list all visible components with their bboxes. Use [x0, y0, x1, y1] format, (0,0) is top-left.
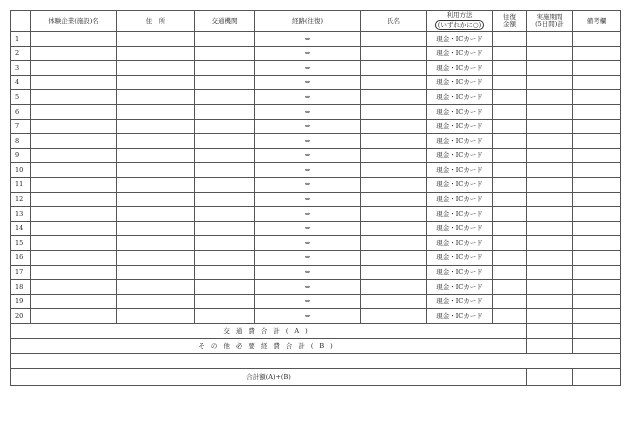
header-address: 住 所	[117, 11, 195, 32]
row-address-cell[interactable]	[117, 148, 195, 163]
row-number-cell: 8	[11, 134, 31, 149]
row-number-cell: 11	[11, 177, 31, 192]
row-name-cell[interactable]	[361, 32, 427, 47]
table-row	[11, 192, 621, 207]
row-remarks-cell[interactable]	[573, 309, 621, 324]
row-transport-cell[interactable]	[195, 134, 255, 149]
row-name-cell[interactable]	[361, 250, 427, 265]
other-total-remarks[interactable]	[573, 338, 621, 353]
table-row	[11, 119, 621, 134]
row-remarks-cell[interactable]	[573, 90, 621, 105]
row-fare-cell[interactable]	[493, 119, 527, 134]
header-row	[11, 11, 621, 32]
header-period-line2: (5日間)計	[535, 20, 564, 28]
row-transport-cell[interactable]	[195, 265, 255, 280]
table-row	[11, 221, 621, 236]
row-company-cell[interactable]	[31, 32, 117, 47]
row-route-cell[interactable]: ⇔	[255, 119, 361, 134]
row-company-cell[interactable]	[31, 90, 117, 105]
row-fare-cell[interactable]	[493, 163, 527, 178]
row-transport-cell[interactable]	[195, 221, 255, 236]
row-fare-cell[interactable]	[493, 177, 527, 192]
row-remarks-cell[interactable]	[573, 61, 621, 76]
row-period-cell[interactable]	[527, 309, 573, 324]
row-transport-cell[interactable]	[195, 207, 255, 222]
row-name-cell[interactable]	[361, 192, 427, 207]
row-fare-cell[interactable]	[493, 192, 527, 207]
table-row	[11, 61, 621, 76]
row-fare-cell[interactable]	[493, 236, 527, 251]
row-fare-cell[interactable]	[493, 265, 527, 280]
row-period-cell[interactable]	[527, 134, 573, 149]
row-company-cell[interactable]	[31, 119, 117, 134]
row-address-cell[interactable]	[117, 177, 195, 192]
grand-total-row	[11, 368, 621, 385]
row-route-cell[interactable]: ⇔	[255, 104, 361, 119]
row-company-cell[interactable]	[31, 294, 117, 309]
row-address-cell[interactable]	[117, 90, 195, 105]
header-name: 氏名	[361, 11, 427, 32]
row-name-cell[interactable]	[361, 236, 427, 251]
table-row	[11, 177, 621, 192]
row-name-cell[interactable]	[361, 294, 427, 309]
row-method-cell[interactable]: 現金・ICカード	[427, 32, 493, 47]
row-company-cell[interactable]	[31, 61, 117, 76]
row-fare-cell[interactable]	[493, 207, 527, 222]
row-remarks-cell[interactable]	[573, 207, 621, 222]
row-remarks-cell[interactable]	[573, 221, 621, 236]
row-period-cell[interactable]	[527, 294, 573, 309]
row-address-cell[interactable]	[117, 61, 195, 76]
row-route-cell[interactable]: ⇔	[255, 75, 361, 90]
row-period-cell[interactable]	[527, 265, 573, 280]
table-row	[11, 104, 621, 119]
header-number	[11, 11, 31, 32]
row-address-cell[interactable]	[117, 280, 195, 295]
row-route-cell[interactable]: ⇔	[255, 309, 361, 324]
row-route-cell[interactable]: ⇔	[255, 163, 361, 178]
row-method-cell[interactable]: 現金・ICカード	[427, 90, 493, 105]
row-company-cell[interactable]	[31, 46, 117, 61]
row-name-cell[interactable]	[361, 119, 427, 134]
row-number-cell: 18	[11, 280, 31, 295]
row-route-cell[interactable]: ⇔	[255, 90, 361, 105]
row-remarks-cell[interactable]	[573, 134, 621, 149]
row-transport-cell[interactable]	[195, 75, 255, 90]
row-period-cell[interactable]	[527, 32, 573, 47]
row-method-cell[interactable]: 現金・ICカード	[427, 221, 493, 236]
row-name-cell[interactable]	[361, 90, 427, 105]
table-row	[11, 32, 621, 47]
row-route-cell[interactable]: ⇔	[255, 221, 361, 236]
row-transport-cell[interactable]	[195, 294, 255, 309]
row-transport-cell[interactable]	[195, 236, 255, 251]
row-method-cell[interactable]: 現金・ICカード	[427, 119, 493, 134]
row-company-cell[interactable]	[31, 221, 117, 236]
row-number-cell: 16	[11, 250, 31, 265]
row-transport-cell[interactable]	[195, 46, 255, 61]
row-period-cell[interactable]	[527, 221, 573, 236]
row-company-cell[interactable]	[31, 280, 117, 295]
row-company-cell[interactable]	[31, 250, 117, 265]
row-address-cell[interactable]	[117, 75, 195, 90]
other-total-label: その他必要経費合計(B)	[11, 338, 527, 353]
row-company-cell[interactable]	[31, 163, 117, 178]
row-period-cell[interactable]	[527, 119, 573, 134]
table-row	[11, 46, 621, 61]
row-transport-cell[interactable]	[195, 148, 255, 163]
row-remarks-cell[interactable]	[573, 265, 621, 280]
row-number-cell: 7	[11, 119, 31, 134]
row-number-cell: 9	[11, 148, 31, 163]
row-route-cell[interactable]: ⇔	[255, 294, 361, 309]
row-period-cell[interactable]	[527, 61, 573, 76]
header-period-line1: 実施期間	[536, 12, 563, 21]
row-route-cell[interactable]: ⇔	[255, 236, 361, 251]
expense-table	[10, 10, 621, 386]
table-body	[11, 32, 621, 386]
row-name-cell[interactable]	[361, 75, 427, 90]
row-name-cell[interactable]	[361, 46, 427, 61]
row-company-cell[interactable]	[31, 265, 117, 280]
row-method-cell[interactable]: 現金・ICカード	[427, 134, 493, 149]
table-row	[11, 75, 621, 90]
row-method-cell[interactable]: 現金・ICカード	[427, 309, 493, 324]
row-transport-cell[interactable]	[195, 61, 255, 76]
row-route-cell[interactable]: ⇔	[255, 46, 361, 61]
row-method-cell[interactable]: 現金・ICカード	[427, 192, 493, 207]
row-name-cell[interactable]	[361, 177, 427, 192]
table-row	[11, 250, 621, 265]
row-route-cell[interactable]: ⇔	[255, 265, 361, 280]
row-name-cell[interactable]	[361, 221, 427, 236]
row-address-cell[interactable]	[117, 163, 195, 178]
row-remarks-cell[interactable]	[573, 104, 621, 119]
row-fare-cell[interactable]	[493, 280, 527, 295]
row-address-cell[interactable]	[117, 309, 195, 324]
row-route-cell[interactable]: ⇔	[255, 207, 361, 222]
row-name-cell[interactable]	[361, 134, 427, 149]
row-address-cell[interactable]	[117, 46, 195, 61]
table-row	[11, 148, 621, 163]
row-address-cell[interactable]	[117, 134, 195, 149]
header-fare-line2: 金額	[503, 20, 516, 28]
row-method-cell[interactable]: 現金・ICカード	[427, 75, 493, 90]
row-period-cell[interactable]	[527, 192, 573, 207]
row-number-cell: 19	[11, 294, 31, 309]
row-method-cell[interactable]: 現金・ICカード	[427, 104, 493, 119]
row-method-cell[interactable]: 現金・ICカード	[427, 207, 493, 222]
transport-total-label: 交通費合計(A)	[11, 323, 527, 338]
blank-cell	[11, 353, 621, 368]
header-method-line1: 利用方法	[446, 11, 473, 20]
header-fare-line1: 往復	[503, 12, 516, 21]
row-route-cell[interactable]: ⇔	[255, 61, 361, 76]
blank-row	[11, 353, 621, 368]
row-number-cell: 6	[11, 104, 31, 119]
row-address-cell[interactable]	[117, 221, 195, 236]
row-remarks-cell[interactable]	[573, 280, 621, 295]
row-transport-cell[interactable]	[195, 250, 255, 265]
row-remarks-cell[interactable]	[573, 75, 621, 90]
row-transport-cell[interactable]	[195, 163, 255, 178]
row-method-cell[interactable]: 現金・ICカード	[427, 265, 493, 280]
row-route-cell[interactable]: ⇔	[255, 32, 361, 47]
transport-total-row	[11, 323, 621, 338]
row-number-cell: 2	[11, 46, 31, 61]
grand-total-remarks[interactable]	[573, 368, 621, 385]
row-number-cell: 12	[11, 192, 31, 207]
row-period-cell[interactable]	[527, 207, 573, 222]
row-route-cell[interactable]: ⇔	[255, 134, 361, 149]
row-address-cell[interactable]	[117, 104, 195, 119]
header-company: 体験企業(施設)名	[31, 11, 117, 32]
row-number-cell: 13	[11, 207, 31, 222]
row-route-cell[interactable]: ⇔	[255, 250, 361, 265]
table-row	[11, 163, 621, 178]
row-transport-cell[interactable]	[195, 177, 255, 192]
row-method-cell[interactable]: 現金・ICカード	[427, 163, 493, 178]
row-period-cell[interactable]	[527, 236, 573, 251]
header-route: 経路(往復)	[255, 11, 361, 32]
row-company-cell[interactable]	[31, 148, 117, 163]
header-transport: 交通機関	[195, 11, 255, 32]
table-row	[11, 90, 621, 105]
row-company-cell[interactable]	[31, 177, 117, 192]
row-name-cell[interactable]	[361, 104, 427, 119]
row-name-cell[interactable]	[361, 265, 427, 280]
other-total-amount[interactable]	[527, 338, 573, 353]
grand-total-label: 合計額(A)+(B)	[11, 368, 527, 385]
row-fare-cell[interactable]	[493, 294, 527, 309]
row-remarks-cell[interactable]	[573, 46, 621, 61]
row-company-cell[interactable]	[31, 134, 117, 149]
row-period-cell[interactable]	[527, 280, 573, 295]
table-row	[11, 207, 621, 222]
row-number-cell: 10	[11, 163, 31, 178]
row-address-cell[interactable]	[117, 32, 195, 47]
row-company-cell[interactable]	[31, 192, 117, 207]
row-transport-cell[interactable]	[195, 192, 255, 207]
row-name-cell[interactable]	[361, 148, 427, 163]
row-remarks-cell[interactable]	[573, 294, 621, 309]
row-transport-cell[interactable]	[195, 104, 255, 119]
transport-total-remarks[interactable]	[573, 323, 621, 338]
row-number-cell: 3	[11, 61, 31, 76]
row-transport-cell[interactable]	[195, 32, 255, 47]
row-period-cell[interactable]	[527, 250, 573, 265]
row-period-cell[interactable]	[527, 90, 573, 105]
row-number-cell: 20	[11, 309, 31, 324]
row-address-cell[interactable]	[117, 265, 195, 280]
row-address-cell[interactable]	[117, 250, 195, 265]
row-remarks-cell[interactable]	[573, 192, 621, 207]
header-remarks: 備考欄	[573, 11, 621, 32]
row-remarks-cell[interactable]	[573, 32, 621, 47]
row-name-cell[interactable]	[361, 280, 427, 295]
row-fare-cell[interactable]	[493, 250, 527, 265]
row-period-cell[interactable]	[527, 148, 573, 163]
transport-total-amount[interactable]	[527, 323, 573, 338]
row-company-cell[interactable]	[31, 75, 117, 90]
row-method-cell[interactable]: 現金・ICカード	[427, 61, 493, 76]
header-method-line2: (いずれかに○)	[435, 20, 484, 30]
row-name-cell[interactable]	[361, 61, 427, 76]
row-fare-cell[interactable]	[493, 90, 527, 105]
row-remarks-cell[interactable]	[573, 177, 621, 192]
row-transport-cell[interactable]	[195, 280, 255, 295]
row-fare-cell[interactable]	[493, 61, 527, 76]
row-name-cell[interactable]	[361, 207, 427, 222]
row-number-cell: 17	[11, 265, 31, 280]
row-method-cell[interactable]: 現金・ICカード	[427, 177, 493, 192]
row-period-cell[interactable]	[527, 177, 573, 192]
row-fare-cell[interactable]	[493, 32, 527, 47]
row-method-cell[interactable]: 現金・ICカード	[427, 236, 493, 251]
row-number-cell: 4	[11, 75, 31, 90]
row-company-cell[interactable]	[31, 207, 117, 222]
row-remarks-cell[interactable]	[573, 163, 621, 178]
row-route-cell[interactable]: ⇔	[255, 280, 361, 295]
grand-total-amount[interactable]	[527, 368, 573, 385]
row-fare-cell[interactable]	[493, 75, 527, 90]
row-fare-cell[interactable]	[493, 148, 527, 163]
table-row	[11, 280, 621, 295]
row-route-cell[interactable]: ⇔	[255, 148, 361, 163]
row-company-cell[interactable]	[31, 309, 117, 324]
row-company-cell[interactable]	[31, 104, 117, 119]
row-period-cell[interactable]	[527, 75, 573, 90]
row-method-cell[interactable]: 現金・ICカード	[427, 46, 493, 61]
row-remarks-cell[interactable]	[573, 148, 621, 163]
other-total-row	[11, 338, 621, 353]
row-period-cell[interactable]	[527, 163, 573, 178]
row-number-cell: 5	[11, 90, 31, 105]
row-method-cell[interactable]: 現金・ICカード	[427, 148, 493, 163]
row-method-cell[interactable]: 現金・ICカード	[427, 250, 493, 265]
row-fare-cell[interactable]	[493, 134, 527, 149]
row-fare-cell[interactable]	[493, 104, 527, 119]
row-transport-cell[interactable]	[195, 119, 255, 134]
table-row	[11, 265, 621, 280]
row-address-cell[interactable]	[117, 207, 195, 222]
header-method	[427, 11, 493, 32]
row-transport-cell[interactable]	[195, 90, 255, 105]
row-company-cell[interactable]	[31, 236, 117, 251]
header-fare	[493, 11, 527, 32]
row-address-cell[interactable]	[117, 294, 195, 309]
row-remarks-cell[interactable]	[573, 119, 621, 134]
table-row	[11, 309, 621, 324]
row-period-cell[interactable]	[527, 46, 573, 61]
row-fare-cell[interactable]	[493, 309, 527, 324]
row-route-cell[interactable]: ⇔	[255, 177, 361, 192]
row-fare-cell[interactable]	[493, 46, 527, 61]
row-address-cell[interactable]	[117, 119, 195, 134]
row-number-cell: 14	[11, 221, 31, 236]
row-route-cell[interactable]: ⇔	[255, 192, 361, 207]
row-address-cell[interactable]	[117, 192, 195, 207]
table-row	[11, 134, 621, 149]
table-row	[11, 294, 621, 309]
row-name-cell[interactable]	[361, 163, 427, 178]
table-row	[11, 236, 621, 251]
row-transport-cell[interactable]	[195, 309, 255, 324]
row-number-cell: 1	[11, 32, 31, 47]
row-remarks-cell[interactable]	[573, 250, 621, 265]
row-address-cell[interactable]	[117, 236, 195, 251]
row-fare-cell[interactable]	[493, 221, 527, 236]
header-period	[527, 11, 573, 32]
row-period-cell[interactable]	[527, 104, 573, 119]
row-method-cell[interactable]: 現金・ICカード	[427, 294, 493, 309]
row-name-cell[interactable]	[361, 309, 427, 324]
row-method-cell[interactable]: 現金・ICカード	[427, 280, 493, 295]
row-remarks-cell[interactable]	[573, 236, 621, 251]
row-number-cell: 15	[11, 236, 31, 251]
